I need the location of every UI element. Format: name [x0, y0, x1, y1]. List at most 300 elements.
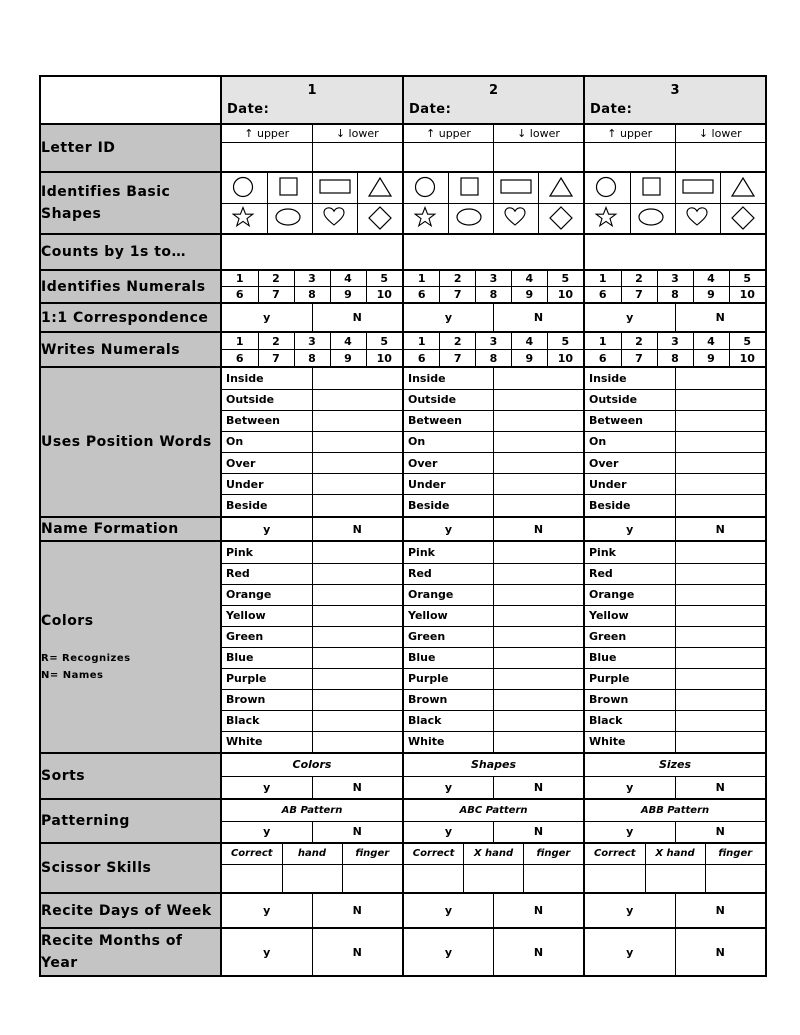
row-label-text: Recite Days of Week — [41, 902, 212, 919]
no-option: N — [352, 311, 362, 324]
color-word: Green — [589, 630, 627, 643]
score-cell[interactable] — [403, 893, 584, 928]
writes-numeral: 3 — [671, 334, 679, 348]
scissor-header: hand — [297, 848, 327, 860]
square-icon — [278, 176, 302, 200]
row-label — [40, 517, 221, 541]
no-option: N — [533, 311, 544, 324]
yes-option: y — [626, 311, 634, 324]
score-cell[interactable] — [221, 124, 403, 172]
identifies-numeral: 9 — [707, 288, 715, 301]
oval-icon — [455, 206, 487, 230]
scissor-entry[interactable] — [342, 864, 402, 892]
writes-numeral: 6 — [235, 351, 244, 365]
writes-numeral: 2 — [635, 334, 643, 348]
position-word: Inside — [589, 371, 627, 385]
identifies-numeral: 2 — [272, 272, 280, 285]
position-word: On — [226, 435, 244, 449]
circle-icon — [232, 176, 256, 200]
score-cell[interactable] — [584, 172, 766, 234]
square-icon — [641, 176, 665, 200]
position-entry[interactable] — [312, 474, 402, 495]
color-word: Purple — [226, 672, 267, 685]
no-option: N — [352, 522, 362, 536]
scissor-header: Correct — [412, 848, 455, 860]
score-cell[interactable] — [584, 541, 766, 753]
position-word: Over — [226, 456, 256, 470]
score-cell[interactable] — [584, 928, 766, 976]
score-cell[interactable] — [584, 753, 766, 799]
position-entry[interactable] — [494, 474, 584, 495]
color-entry[interactable] — [675, 731, 765, 752]
heart-icon — [686, 206, 710, 230]
scissor-header: X hand — [655, 848, 695, 860]
score-cell[interactable] — [584, 270, 766, 303]
score-cell[interactable] — [403, 753, 584, 799]
color-entry[interactable] — [494, 731, 584, 752]
color-entry[interactable] — [494, 605, 584, 626]
position-entry[interactable] — [675, 495, 765, 516]
color-entry[interactable] — [494, 689, 584, 710]
position-word: Between — [589, 414, 644, 428]
writes-numeral: 10 — [557, 351, 573, 365]
no-option: N — [533, 904, 544, 917]
row-label — [40, 124, 221, 172]
color-word: Pink — [408, 545, 435, 559]
identifies-numeral: 3 — [671, 272, 679, 285]
writes-numeral: 7 — [635, 351, 643, 365]
score-cell[interactable] — [221, 303, 403, 332]
row-label — [40, 367, 221, 517]
identifies-numeral: 5 — [743, 272, 752, 285]
color-word: Green — [226, 630, 264, 643]
position-word: Beside — [226, 499, 268, 513]
color-word: Brown — [226, 693, 266, 706]
yes-option: y — [263, 945, 271, 959]
color-word: Blue — [408, 651, 436, 664]
yes-option: y — [626, 780, 634, 794]
color-word: Black — [408, 714, 442, 727]
position-entry[interactable] — [312, 410, 402, 431]
no-option: N — [715, 522, 725, 536]
column-header — [584, 76, 766, 124]
position-entry[interactable] — [675, 474, 765, 495]
yes-option: y — [444, 780, 453, 794]
upper-entry[interactable] — [404, 143, 494, 171]
score-cell[interactable] — [221, 753, 403, 799]
triangle-icon — [549, 176, 573, 200]
assessment-table — [39, 75, 767, 977]
row-label-text: Identifies Numerals — [41, 278, 206, 295]
row-label-text: Scissor Skills — [41, 860, 152, 876]
position-word: Under — [408, 477, 446, 491]
identifies-numeral: 6 — [235, 288, 244, 301]
row-label-text: Letter ID — [41, 140, 116, 156]
pattern-type: ABC Pattern — [459, 804, 528, 816]
color-word: Brown — [408, 693, 448, 706]
row-label-text: Recite Months of Year — [41, 933, 183, 971]
row-label — [40, 928, 221, 976]
row-label-text: Sorts — [41, 768, 86, 784]
color-entry[interactable] — [312, 647, 402, 668]
yes-option: y — [444, 945, 453, 959]
identifies-numeral: 8 — [489, 288, 498, 301]
writes-numeral: 10 — [739, 351, 755, 365]
writes-numeral: 10 — [376, 351, 392, 365]
no-option: N — [715, 945, 725, 959]
sort-type: Sizes — [658, 758, 692, 772]
row-label-text: Writes Numerals — [41, 341, 181, 358]
color-word: Pink — [589, 545, 616, 559]
identifies-numeral: 7 — [453, 288, 462, 301]
score-cell[interactable] — [221, 541, 403, 753]
score-cell[interactable] — [403, 303, 584, 332]
score-cell[interactable] — [403, 541, 584, 753]
score-cell[interactable] — [403, 270, 584, 303]
score-cell[interactable] — [584, 234, 766, 270]
color-entry[interactable] — [494, 563, 584, 584]
scissor-entry[interactable] — [645, 864, 705, 892]
upper-label: ↑ upper — [607, 127, 653, 141]
color-entry[interactable] — [675, 605, 765, 626]
row-label — [40, 843, 221, 893]
identifies-numeral: 1 — [235, 272, 244, 285]
identifies-numeral: 8 — [671, 288, 679, 301]
row-label — [40, 799, 221, 843]
position-entry[interactable] — [494, 495, 584, 516]
writes-numeral: 9 — [707, 351, 715, 365]
score-cell[interactable] — [403, 124, 584, 172]
sort-type: Shapes — [470, 758, 517, 772]
color-word: Pink — [226, 545, 253, 559]
score-cell[interactable] — [403, 234, 584, 270]
writes-numeral: 2 — [453, 334, 462, 348]
color-entry[interactable] — [312, 563, 402, 584]
lower-label: ↓ lower — [335, 127, 379, 141]
score-cell[interactable] — [403, 172, 584, 234]
position-entry[interactable] — [675, 410, 765, 431]
color-word: White — [408, 735, 445, 749]
writes-numeral: 8 — [489, 351, 498, 365]
score-cell[interactable] — [221, 799, 403, 843]
yes-option: y — [626, 522, 634, 536]
color-word: Purple — [408, 672, 449, 685]
row-label-text: Colors — [41, 613, 94, 629]
color-entry[interactable] — [494, 584, 584, 605]
sort-type: Colors — [292, 758, 332, 772]
score-cell[interactable] — [584, 893, 766, 928]
score-cell[interactable] — [584, 843, 766, 893]
color-entry[interactable] — [494, 542, 584, 563]
note-names: N= Names — [41, 670, 104, 681]
writes-numeral: 6 — [417, 351, 426, 365]
column-header — [221, 76, 403, 124]
identifies-numeral: 7 — [635, 288, 643, 301]
position-entry[interactable] — [675, 431, 765, 452]
lower-label: ↓ lower — [517, 127, 560, 141]
writes-numeral: 1 — [235, 334, 244, 348]
score-cell[interactable] — [403, 843, 584, 893]
position-entry[interactable] — [494, 368, 584, 389]
no-option: N — [533, 825, 544, 839]
row-label-text: Uses Position Words — [41, 434, 212, 450]
color-entry[interactable] — [675, 668, 765, 689]
color-entry[interactable] — [312, 584, 402, 605]
circle-icon — [414, 176, 438, 200]
name-area[interactable] — [40, 76, 221, 124]
identifies-numeral: 6 — [598, 288, 607, 301]
position-entry[interactable] — [494, 389, 584, 410]
no-option: N — [533, 522, 544, 536]
scissor-header: X hand — [473, 848, 514, 860]
score-cell[interactable] — [403, 517, 584, 541]
score-cell[interactable] — [584, 367, 766, 517]
lower-entry[interactable] — [675, 143, 765, 171]
identifies-numeral: 10 — [739, 288, 755, 301]
writes-numeral: 7 — [272, 351, 280, 365]
color-entry[interactable] — [312, 710, 402, 731]
color-word: Orange — [589, 588, 635, 601]
identifies-numeral: 3 — [308, 272, 316, 285]
color-entry[interactable] — [675, 542, 765, 563]
scissor-entry[interactable] — [404, 864, 464, 892]
yes-option: y — [263, 780, 271, 794]
position-word: Over — [408, 456, 438, 470]
writes-numeral: 7 — [453, 351, 462, 365]
yes-option: y — [444, 311, 453, 324]
score-cell[interactable] — [221, 367, 403, 517]
writes-numeral: 9 — [344, 351, 352, 365]
score-cell[interactable] — [403, 332, 584, 367]
score-cell[interactable] — [221, 234, 403, 270]
color-word: Black — [589, 714, 623, 727]
row-label-text: Name Formation — [41, 521, 179, 537]
yes-option: y — [444, 825, 453, 839]
identifies-numeral: 2 — [453, 272, 462, 285]
score-cell[interactable] — [221, 928, 403, 976]
count-entry[interactable] — [585, 235, 765, 269]
color-word: Yellow — [589, 609, 629, 622]
position-entry[interactable] — [675, 453, 765, 474]
no-option: N — [533, 945, 544, 959]
upper-entry[interactable] — [585, 143, 675, 171]
yes-option: y — [263, 825, 271, 839]
scissor-header: Correct — [593, 848, 636, 860]
position-entry[interactable] — [675, 368, 765, 389]
writes-numeral: 6 — [598, 351, 607, 365]
oval-icon — [274, 206, 306, 230]
yes-option: y — [626, 945, 634, 959]
color-entry[interactable] — [494, 647, 584, 668]
row-label — [40, 172, 221, 234]
color-entry[interactable] — [494, 710, 584, 731]
score-cell[interactable] — [221, 270, 403, 303]
score-cell[interactable] — [221, 843, 403, 893]
no-option: N — [715, 825, 725, 839]
color-word: Green — [408, 630, 446, 643]
date-label: Date: — [590, 102, 633, 117]
lower-entry[interactable] — [494, 143, 584, 171]
position-word: Outside — [226, 393, 275, 407]
position-entry[interactable] — [312, 453, 402, 474]
scissor-entry[interactable] — [523, 864, 583, 892]
color-entry[interactable] — [675, 563, 765, 584]
identifies-numeral: 10 — [557, 288, 573, 301]
writes-numeral: 5 — [380, 334, 389, 348]
position-entry[interactable] — [494, 431, 584, 452]
color-word: Red — [226, 567, 250, 580]
identifies-numeral: 5 — [380, 272, 389, 285]
row-label-text: 1:1 Correspondence — [41, 309, 209, 326]
color-entry[interactable] — [494, 668, 584, 689]
color-word: Black — [226, 714, 260, 727]
score-cell[interactable] — [584, 517, 766, 541]
color-entry[interactable] — [312, 689, 402, 710]
position-entry[interactable] — [312, 431, 402, 452]
position-entry[interactable] — [312, 368, 402, 389]
oval-icon — [637, 206, 669, 230]
scissor-entry[interactable] — [705, 864, 765, 892]
position-word: Between — [408, 414, 463, 428]
color-word: White — [589, 735, 626, 749]
writes-numeral: 1 — [598, 334, 607, 348]
count-entry[interactable] — [222, 235, 402, 269]
no-option: N — [352, 904, 362, 917]
color-entry[interactable] — [312, 731, 402, 752]
position-entry[interactable] — [494, 453, 584, 474]
color-word: Red — [408, 567, 432, 580]
position-word: Outside — [408, 393, 457, 407]
position-word: On — [589, 435, 607, 449]
scissor-entry[interactable] — [464, 864, 524, 892]
heart-icon — [323, 206, 347, 230]
identifies-numeral: 5 — [561, 272, 570, 285]
scissor-entry[interactable] — [222, 864, 282, 892]
star-icon — [595, 206, 619, 230]
yes-option: y — [444, 522, 453, 536]
position-word: Between — [226, 414, 281, 428]
score-cell[interactable] — [584, 124, 766, 172]
color-entry[interactable] — [312, 626, 402, 647]
identifies-numeral: 4 — [707, 272, 715, 285]
position-entry[interactable] — [494, 410, 584, 431]
score-cell[interactable] — [584, 332, 766, 367]
position-entry[interactable] — [312, 495, 402, 516]
square-icon — [459, 176, 483, 200]
position-word: Inside — [226, 371, 264, 385]
identifies-numeral: 1 — [417, 272, 426, 285]
color-entry[interactable] — [312, 542, 402, 563]
color-entry[interactable] — [312, 668, 402, 689]
star-icon — [414, 206, 438, 230]
identifies-numeral: 8 — [308, 288, 316, 301]
yes-option: y — [263, 311, 271, 324]
score-cell[interactable] — [221, 172, 403, 234]
row-label — [40, 753, 221, 799]
score-cell[interactable] — [221, 332, 403, 367]
writes-numeral: 4 — [707, 334, 715, 348]
color-word: Brown — [589, 693, 629, 706]
color-entry[interactable] — [312, 605, 402, 626]
row-label — [40, 303, 221, 332]
row-label — [40, 893, 221, 928]
position-entry[interactable] — [675, 389, 765, 410]
color-word: White — [226, 735, 263, 749]
score-cell[interactable] — [584, 799, 766, 843]
score-cell[interactable] — [403, 799, 584, 843]
lower-entry[interactable] — [312, 143, 402, 171]
color-entry[interactable] — [675, 626, 765, 647]
color-entry[interactable] — [675, 584, 765, 605]
identifies-numeral: 9 — [525, 288, 534, 301]
position-entry[interactable] — [312, 389, 402, 410]
star-icon — [232, 206, 256, 230]
upper-label: ↑ upper — [244, 127, 290, 141]
identifies-numeral: 7 — [272, 288, 280, 301]
score-cell[interactable] — [221, 517, 403, 541]
score-cell[interactable] — [403, 928, 584, 976]
triangle-icon — [731, 176, 755, 200]
writes-numeral: 4 — [525, 334, 534, 348]
position-word: Under — [589, 477, 627, 491]
count-entry[interactable] — [404, 235, 583, 269]
position-word: Over — [589, 456, 619, 470]
pattern-type: AB Pattern — [281, 804, 343, 816]
writes-numeral: 3 — [489, 334, 498, 348]
color-word: Blue — [226, 651, 254, 664]
color-word: Yellow — [226, 609, 266, 622]
row-label — [40, 234, 221, 270]
identifies-numeral: 2 — [635, 272, 643, 285]
date-label: Date: — [409, 102, 452, 117]
upper-entry[interactable] — [222, 143, 312, 171]
score-cell[interactable] — [403, 367, 584, 517]
identifies-numeral: 6 — [417, 288, 426, 301]
color-entry[interactable] — [675, 689, 765, 710]
no-option: N — [352, 780, 362, 794]
column-number: 1 — [307, 83, 317, 98]
row-label — [40, 332, 221, 367]
no-option: N — [533, 780, 544, 794]
color-entry[interactable] — [675, 710, 765, 731]
scissor-header: Correct — [230, 848, 273, 860]
yes-option: y — [263, 904, 271, 917]
color-entry[interactable] — [494, 626, 584, 647]
heart-icon — [504, 206, 528, 230]
triangle-icon — [368, 176, 392, 200]
no-option: N — [352, 825, 362, 839]
rectangle-icon — [319, 176, 351, 200]
writes-numeral: 5 — [561, 334, 570, 348]
yes-option: y — [444, 904, 453, 917]
writes-numeral: 5 — [743, 334, 752, 348]
color-word: Orange — [408, 588, 454, 601]
score-cell[interactable] — [584, 303, 766, 332]
writes-numeral: 8 — [308, 351, 316, 365]
rectangle-icon — [682, 176, 714, 200]
row-label — [40, 270, 221, 303]
position-word: Under — [226, 477, 264, 491]
color-word: Red — [589, 567, 613, 580]
no-option: N — [352, 945, 362, 959]
scissor-entry[interactable] — [282, 864, 342, 892]
row-label — [40, 541, 221, 753]
diamond-icon — [731, 206, 755, 230]
score-cell[interactable] — [221, 893, 403, 928]
color-entry[interactable] — [675, 647, 765, 668]
scissor-entry[interactable] — [585, 864, 645, 892]
no-option: N — [715, 311, 725, 324]
